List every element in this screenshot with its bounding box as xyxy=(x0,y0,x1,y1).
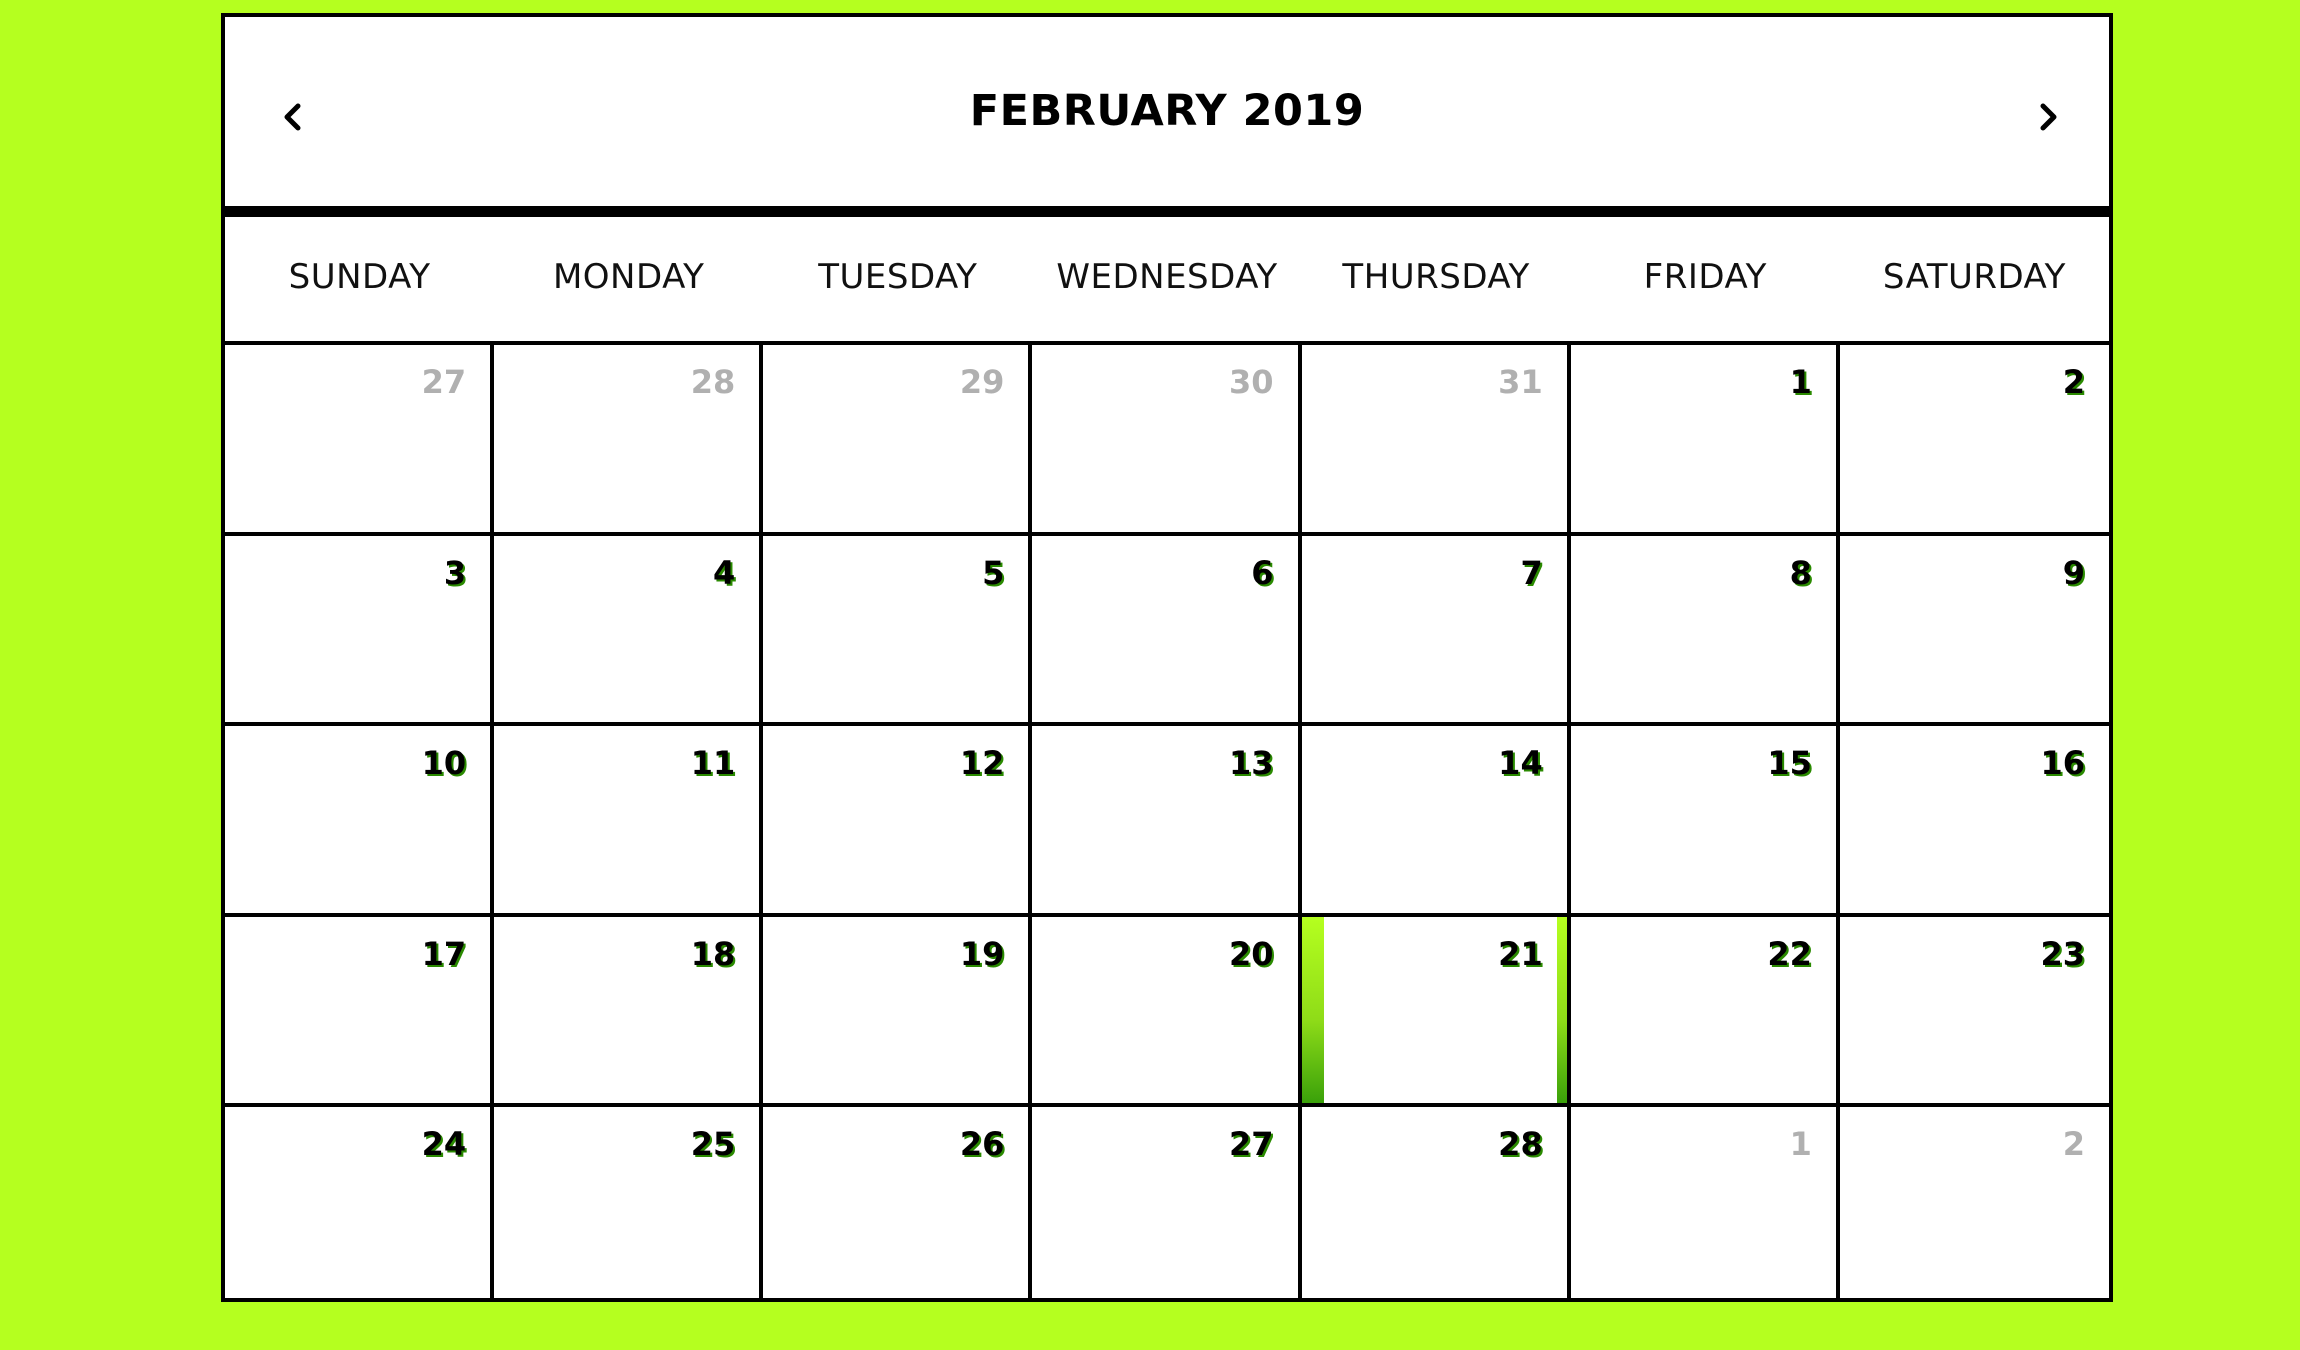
day-cell-today[interactable] xyxy=(1302,917,1571,1108)
weekday-monday: MONDAY xyxy=(552,257,705,297)
day-number: 6 xyxy=(1251,553,1274,592)
day-number: 23 xyxy=(2040,934,2085,973)
day-cell-other-month[interactable] xyxy=(1840,1107,2109,1298)
day-cell[interactable] xyxy=(1302,1107,1571,1298)
day-number: 30 xyxy=(1229,363,1274,401)
day-cell[interactable] xyxy=(1840,345,2109,536)
day-cell[interactable] xyxy=(1032,536,1301,727)
day-number: 1 xyxy=(1789,363,1812,401)
day-number: 21 xyxy=(1498,934,1543,973)
day-cell[interactable] xyxy=(225,1107,494,1298)
day-number: 22 xyxy=(1767,934,1812,973)
day-cell-other-month[interactable] xyxy=(763,345,1032,536)
day-number: 15 xyxy=(1767,744,1812,783)
day-number: 7 xyxy=(1520,553,1543,592)
day-number: 28 xyxy=(690,363,736,401)
day-number: 26 xyxy=(959,1125,1005,1164)
day-grid xyxy=(225,345,2109,1298)
day-cell[interactable] xyxy=(1032,726,1301,917)
day-cell[interactable] xyxy=(1571,917,1840,1108)
day-number: 9 xyxy=(2062,553,2085,592)
day-cell[interactable] xyxy=(1571,345,1840,536)
day-cell[interactable] xyxy=(763,536,1032,727)
weekday-thursday: THURSDAY xyxy=(1342,257,1530,297)
day-number: 4 xyxy=(713,553,736,592)
day-number: 3 xyxy=(443,553,467,592)
day-number: 18 xyxy=(690,934,736,973)
weekday-tuesday: TUESDAY xyxy=(818,257,978,297)
day-number: 8 xyxy=(1789,553,1812,592)
day-cell-other-month[interactable] xyxy=(1032,345,1301,536)
day-cell[interactable] xyxy=(494,917,763,1108)
day-number: 19 xyxy=(959,934,1005,973)
day-number: 25 xyxy=(690,1125,736,1164)
chevron-right-icon xyxy=(2020,89,2076,145)
day-number: 20 xyxy=(1229,934,1274,973)
day-cell[interactable] xyxy=(225,536,494,727)
day-number: 17 xyxy=(421,934,467,973)
today-highlight-bar xyxy=(1302,917,1324,1104)
weekday-friday: FRIDAY xyxy=(1643,257,1767,297)
day-number: 2 xyxy=(2062,1125,2085,1164)
day-cell[interactable] xyxy=(494,726,763,917)
month-title: FEBRUARY 2019 xyxy=(969,86,1365,136)
day-number: 16 xyxy=(2040,744,2085,783)
day-cell[interactable] xyxy=(1302,536,1571,727)
weekday-sunday: SUNDAY xyxy=(288,257,431,297)
calendar-header xyxy=(225,17,2109,217)
day-cell[interactable] xyxy=(1032,1107,1301,1298)
day-number: 13 xyxy=(1229,744,1274,783)
day-number: 12 xyxy=(959,744,1005,783)
next-month-button[interactable] xyxy=(2020,89,2076,145)
day-cell[interactable] xyxy=(763,917,1032,1108)
day-cell[interactable] xyxy=(225,917,494,1108)
weekday-wednesday: WEDNESDAY xyxy=(1056,257,1278,297)
day-number: 31 xyxy=(1498,363,1543,401)
day-number: 2 xyxy=(2062,363,2085,401)
day-cell[interactable] xyxy=(763,1107,1032,1298)
day-cell[interactable] xyxy=(494,536,763,727)
day-cell[interactable] xyxy=(1571,536,1840,727)
day-cell[interactable] xyxy=(1571,726,1840,917)
day-cell[interactable] xyxy=(225,726,494,917)
day-cell[interactable] xyxy=(494,1107,763,1298)
day-number: 1 xyxy=(1789,1125,1812,1164)
today-highlight-bar xyxy=(1557,917,1567,1104)
weekday-saturday: SATURDAY xyxy=(1882,257,2066,297)
day-cell[interactable] xyxy=(1840,726,2109,917)
day-cell[interactable] xyxy=(1840,536,2109,727)
day-cell-other-month[interactable] xyxy=(1302,345,1571,536)
day-cell[interactable] xyxy=(1840,917,2109,1108)
day-number: 27 xyxy=(421,363,467,401)
day-number: 14 xyxy=(1498,744,1543,783)
day-number: 11 xyxy=(690,744,736,783)
day-cell-other-month[interactable] xyxy=(225,345,494,536)
weekday-header-row xyxy=(225,217,2109,345)
day-number: 5 xyxy=(982,553,1005,592)
day-cell[interactable] xyxy=(1032,917,1301,1108)
day-cell[interactable] xyxy=(1302,726,1571,917)
day-number: 27 xyxy=(1229,1125,1274,1164)
day-number: 10 xyxy=(421,744,467,783)
day-number: 28 xyxy=(1498,1125,1543,1164)
day-number: 29 xyxy=(959,363,1005,401)
day-cell-other-month[interactable] xyxy=(494,345,763,536)
day-number: 24 xyxy=(421,1125,467,1164)
calendar xyxy=(221,13,2113,1302)
day-cell[interactable] xyxy=(763,726,1032,917)
day-cell-other-month[interactable] xyxy=(1571,1107,1840,1298)
